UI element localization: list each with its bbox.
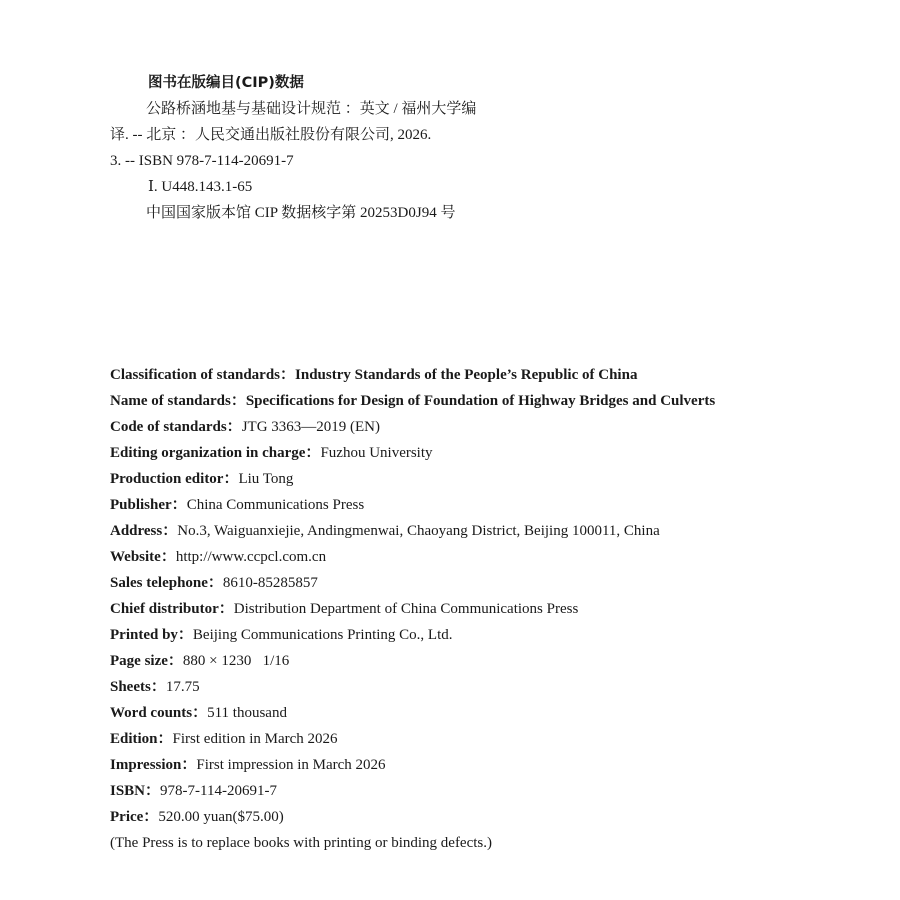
production-editor-label: Production editor： <box>110 471 239 487</box>
chief-distributor-row <box>110 596 890 622</box>
word-counts-row <box>110 700 890 726</box>
editing-org-value: Fuzhou University <box>320 445 433 461</box>
imprint-block <box>110 362 890 856</box>
cip-line-classification: Ⅰ. U448.143.1-65 <box>148 179 253 195</box>
word-counts-label: Word counts： <box>110 705 208 721</box>
classification-label: Classification of standards： <box>110 367 296 383</box>
isbn-row <box>110 778 890 804</box>
website-value: http://www.ccpcl.com.cn <box>175 549 327 565</box>
classification-value: Industry Standards of the People’s Republic of China <box>295 367 638 383</box>
sheets-row <box>110 674 890 700</box>
price-value: 520.00 yuan($75.00) <box>158 809 284 825</box>
printed-by-row <box>110 622 890 648</box>
name-value: Specifications for Design of Foundation of Highway Bridges and Culverts <box>245 393 716 409</box>
publisher-label: Publisher： <box>110 497 187 513</box>
chief-distributor-label: Chief distributor： <box>110 601 234 617</box>
page-size-value: 880 × 1230 1/16 <box>182 653 290 669</box>
price-row <box>110 804 890 830</box>
website-row <box>110 544 890 570</box>
impression-value: First impression in March 2026 <box>196 757 386 773</box>
page-size-label: Page size： <box>110 653 183 669</box>
chief-distributor-value: Distribution Department of China Communications Press <box>233 601 579 617</box>
cip-line-title: 公路桥涵地基与基础设计规范 ：英文 / 福州大学编 <box>146 101 477 117</box>
cip-line-isbn: 3. -- ISBN 978-7-114-20691-7 <box>110 153 294 169</box>
code-value: JTG 3363—2019 (EN) <box>241 419 381 435</box>
classification-row <box>110 362 890 388</box>
word-counts-value: 511 thousand <box>207 705 287 721</box>
impression-row <box>110 752 890 778</box>
name-label: Name of standards： <box>110 393 246 409</box>
edition-label: Edition： <box>110 731 173 747</box>
sheets-value: 17.75 <box>165 679 200 695</box>
isbn-label: ISBN： <box>110 783 161 799</box>
cip-block <box>110 70 550 226</box>
name-row <box>110 388 890 414</box>
publisher-value: China Communications Press <box>186 497 365 513</box>
sales-telephone-value: 8610-85285857 <box>222 575 318 591</box>
sales-telephone-label: Sales telephone： <box>110 575 223 591</box>
price-label: Price： <box>110 809 159 825</box>
cip-line-publication: 译. -- 北京 ：人民交通出版社股份有限公司, 2026. <box>110 127 432 143</box>
impression-label: Impression： <box>110 757 197 773</box>
editing-org-row <box>110 440 890 466</box>
sheets-label: Sheets： <box>110 679 166 695</box>
printed-by-value: Beijing Communications Printing Co., Ltd. <box>192 627 453 643</box>
website-label: Website： <box>110 549 176 565</box>
publisher-row <box>110 492 890 518</box>
isbn-value: 978-7-114-20691-7 <box>160 783 277 799</box>
code-row <box>110 414 890 440</box>
address-value: No.3, Waiguanxiejie, Andingmenwai, Chaoyang District, Beijing 100011, China <box>177 523 660 539</box>
production-editor-value: Liu Tong <box>238 471 294 487</box>
edition-value: First edition in March 2026 <box>172 731 338 747</box>
code-label: Code of standards： <box>110 419 242 435</box>
address-label: Address： <box>110 523 178 539</box>
cip-line-record-number: 中国国家版本馆 CIP 数据核字第 20253D0J94 号 <box>146 205 456 221</box>
editing-org-label: Editing organization in charge： <box>110 445 321 461</box>
address-row <box>110 518 890 544</box>
printed-by-label: Printed by： <box>110 627 193 643</box>
sales-telephone-row <box>110 570 890 596</box>
production-editor-row <box>110 466 890 492</box>
page-size-row <box>110 648 890 674</box>
edition-row <box>110 726 890 752</box>
cip-heading: 图书在版编目(CIP)数据 <box>148 75 304 91</box>
replacement-note: (The Press is to replace books with printing or binding defects.) <box>110 835 493 851</box>
